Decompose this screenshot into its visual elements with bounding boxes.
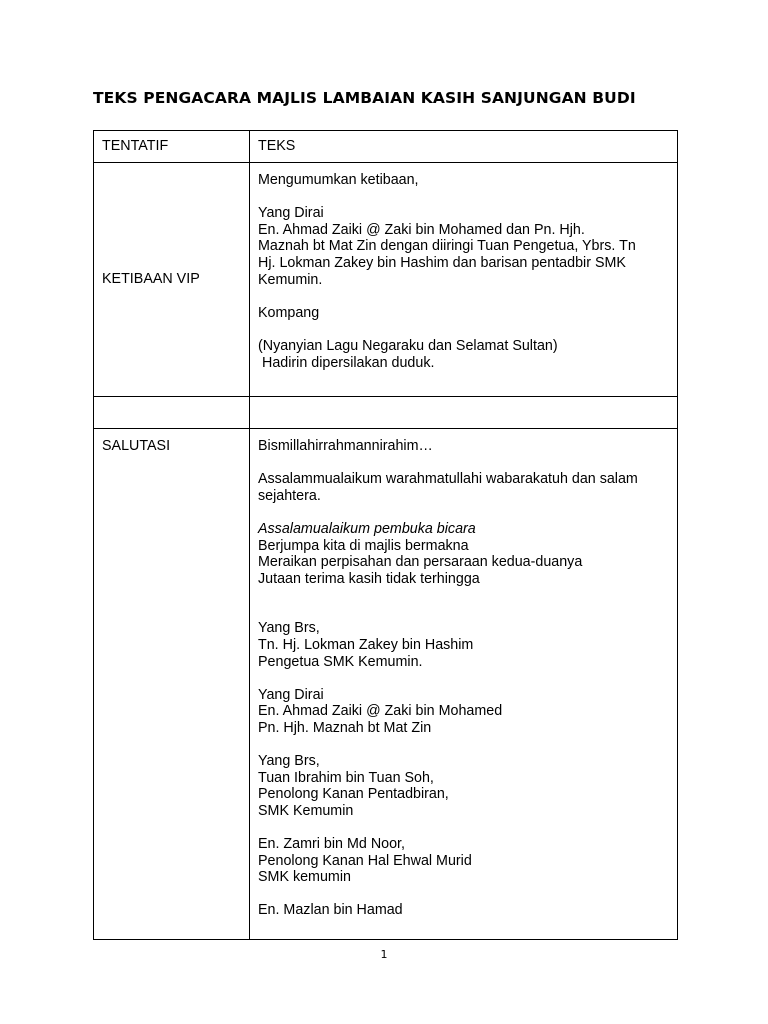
text-line: Yang Dirai [258,205,324,222]
text-line: Assalamualaikum pembuka bicara [258,520,476,537]
text-line: En. Zamri bin Md Noor, [258,836,405,853]
header-teks: TEKS [250,131,678,163]
text-line: Hj. Lokman Zakey bin Hashim dan barisan pentadbir SMK [258,254,626,271]
text-line: En. Mazlan bin Hamad [258,902,403,919]
text-line: Mengumumkan ketibaan, [258,172,419,188]
table-row-salutasi [94,429,678,940]
row-text-salutasi [250,429,678,940]
text-line: (Nyanyian Lagu Negaraku dan Selamat Sultan) [258,337,558,354]
header-tentatif: TENTATIF [94,131,250,163]
text-line: Tuan Ibrahim bin Tuan Soh, [258,769,434,786]
table-row-empty [94,397,678,429]
text-line: Tn. Hj. Lokman Zakey bin Hashim [258,636,474,653]
text-line: SMK Kemumin [258,802,354,819]
text-line: SMK kemumin [258,869,351,886]
text-line: Yang Dirai [258,686,324,703]
text-line: En. Ahmad Zaiki @ Zaki bin Mohamed [258,703,503,720]
text-line: En. Ahmad Zaiki @ Zaki bin Mohamed dan Pn. Hjh. [258,221,585,238]
page-number: 1 [380,948,388,961]
text-line: Kemumin. [258,271,323,288]
table-row-ketibaan-vip [94,163,678,397]
text-line: Pn. Hjh. Maznah bt Mat Zin [258,719,432,736]
text-line: Jutaan terima kasih tidak terhingga [258,570,480,587]
document-title: TEKS PENGACARA MAJLIS LAMBAIAN KASIH SANJUNGAN BUDI [93,89,636,107]
empty-cell [94,397,250,429]
text-line: Yang Brs, [258,620,320,637]
text-line: Penolong Kanan Hal Ehwal Murid [258,852,472,869]
text-line: Penolong Kanan Pentadbiran, [258,786,449,803]
text-line: Yang Brs, [258,753,320,770]
row-label-ketibaan-vip: KETIBAAN VIP [94,163,250,397]
text-line: Pengetua SMK Kemumin. [258,653,423,670]
text-line: sejahtera. [258,487,321,504]
text-line: Kompang [258,304,320,321]
row-label-salutasi: SALUTASI [94,429,250,940]
program-table [93,130,678,940]
text-line: Bismillahirrahmannirahim… [258,438,433,454]
text-line: Maznah bt Mat Zin dengan diiringi Tuan Pengetua, Ybrs. Tn [258,238,636,255]
text-line: Assalammualaikum warahmatullahi wabarakatuh dan salam [258,471,638,488]
text-line: Berjumpa kita di majlis bermakna [258,537,469,554]
empty-cell [250,397,678,429]
text-line: Hadirin dipersilakan duduk. [262,354,435,371]
row-text-ketibaan-vip [250,163,678,397]
table-header-row [94,131,678,163]
text-line: Meraikan perpisahan dan persaraan kedua-duanya [258,554,583,571]
